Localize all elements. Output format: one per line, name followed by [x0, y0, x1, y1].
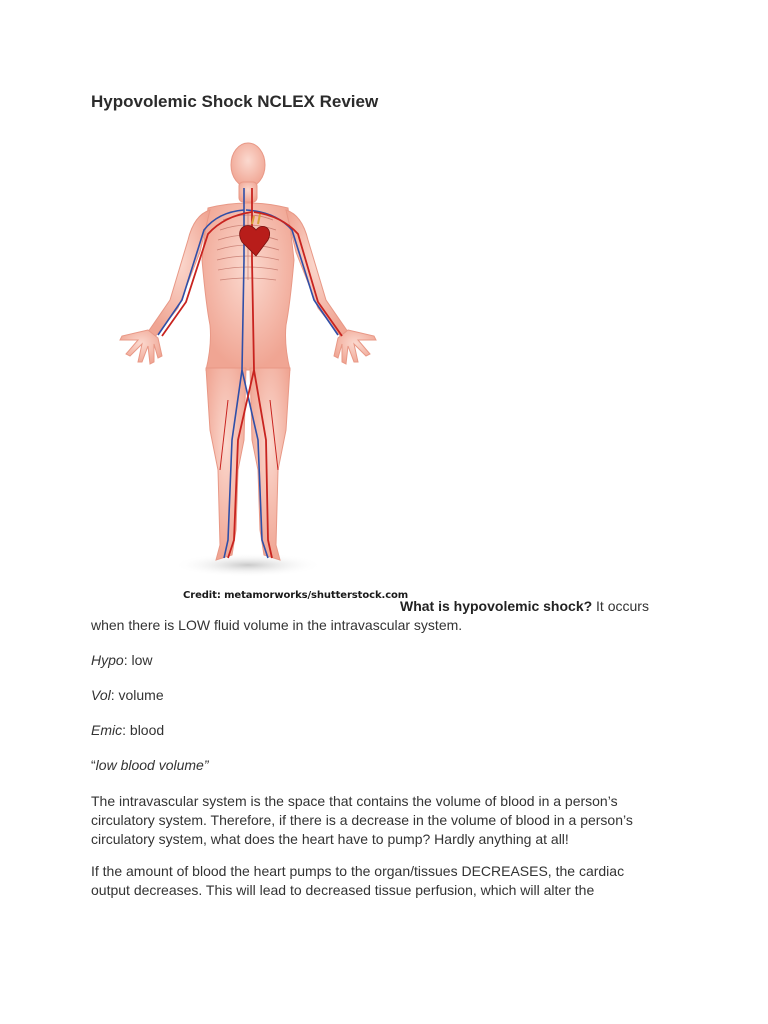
paragraph-intravascular [91, 792, 691, 849]
quote-text: low blood volume [95, 757, 204, 773]
term-vol-word: Vol [91, 687, 111, 703]
intro-question-line [400, 598, 649, 614]
paragraph-line: The intravascular system is the space that contains the volume of blood in a person’s [91, 793, 618, 809]
quote-close: ” [203, 757, 209, 773]
term-emic-meaning: : blood [122, 722, 165, 738]
intro-question: What is hypovolemic shock? [400, 598, 593, 614]
term-hypo-meaning: : low [123, 652, 153, 668]
paragraph-cardiac-output [91, 862, 691, 900]
page-title: Hypovolemic Shock NCLEX Review [91, 92, 379, 111]
body-silhouette [120, 143, 376, 560]
paragraph-line: circulatory system, what does the heart have to pump? Hardly anything at all! [91, 831, 569, 847]
image-credit: Credit: metamorworks/shutterstock.com [183, 590, 409, 601]
paragraph-line: circulatory system. Therefore, if there is a decrease in the volume of blood in a person’s [91, 812, 633, 828]
circulatory-system-illustration [108, 140, 388, 585]
term-vol-meaning: : volume [110, 687, 164, 703]
term-emic [91, 721, 691, 740]
intro-answer-continued: when there is LOW fluid volume in the intravascular system. [91, 617, 463, 633]
term-emic-word: Emic [91, 722, 123, 738]
term-hypo [91, 651, 691, 670]
paragraph-line: output decreases. This will lead to decreased tissue perfusion, which will alter the [91, 882, 595, 898]
paragraph-line: If the amount of blood the heart pumps to the organ/tissues DECREASES, the cardiac [91, 863, 625, 879]
intro-answer-start: It occurs [592, 598, 649, 614]
definition-quote [91, 756, 691, 775]
term-hypo-word: Hypo [91, 652, 124, 668]
floor-shadow [173, 553, 323, 577]
quote-open: “ [91, 757, 96, 773]
term-vol [91, 686, 691, 705]
